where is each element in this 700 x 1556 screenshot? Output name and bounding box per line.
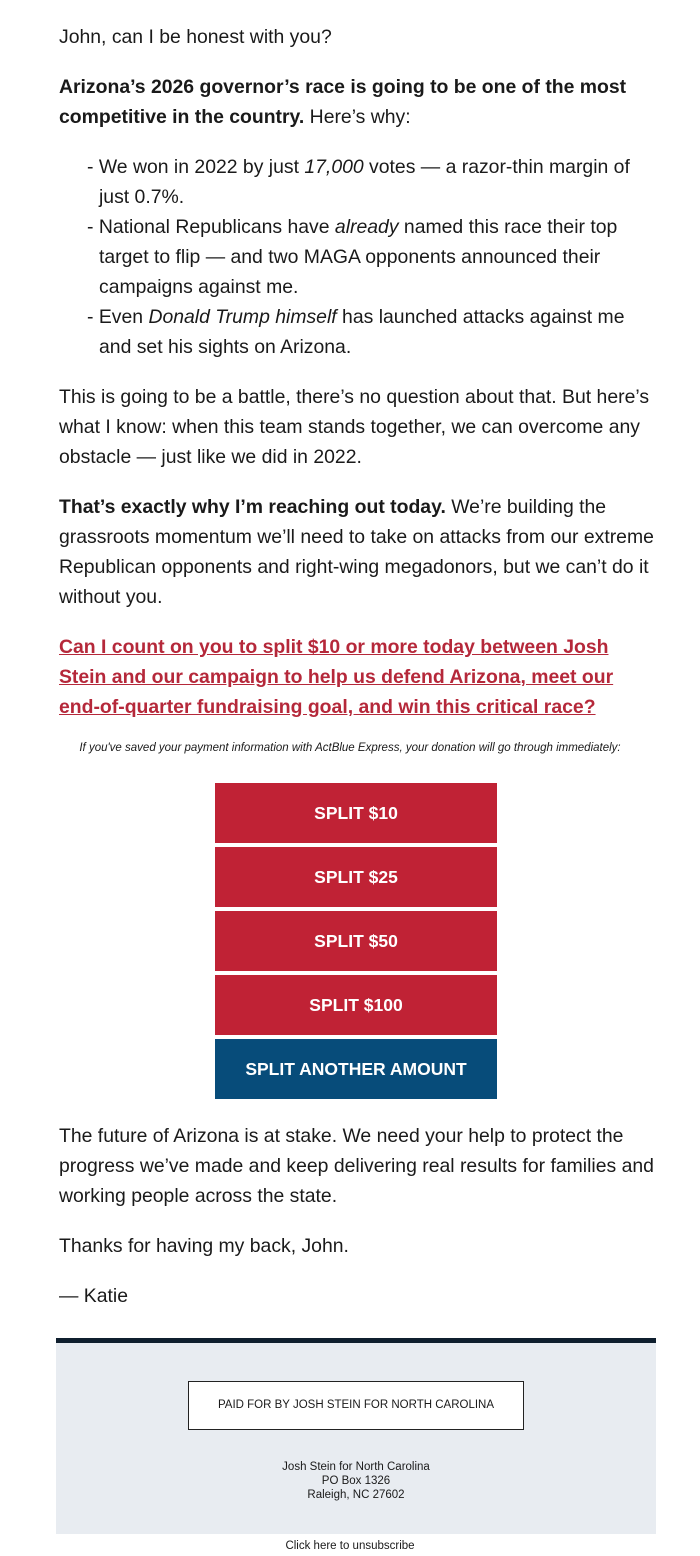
email-body: [59, 22, 659, 742]
battle-paragraph: This is going to be a battle, there’s no question about that. But here’s what I know: when this team stands together, we can overcome any obstacle — just like we did in 2022.: [59, 386, 650, 468]
split-10-button[interactable]: SPLIT $10: [215, 783, 497, 843]
reaching-paragraph: [59, 492, 659, 612]
mailing-address: [56, 1460, 656, 1502]
reasons-list: [59, 152, 659, 362]
reason-item: [87, 152, 659, 212]
split-100-button[interactable]: SPLIT $100: [215, 975, 497, 1035]
reason-text: - Even: [87, 306, 149, 328]
reason-text: - We won in 2022 by just: [87, 156, 305, 178]
donate-cta-link[interactable]: Can I count on you to split $10 or more today between Josh Stein and our campaign to help us defend Arizona, meet our end-of-quarter fundraising goal, and win this critical race?: [59, 636, 614, 718]
actblue-express-note: If you've saved your payment information with ActBlue Express, your donation will go through immediately:: [79, 742, 621, 754]
unsubscribe-link[interactable]: Click here to unsubscribe: [285, 1540, 415, 1552]
reason-emphasis: Donald Trump himself: [148, 306, 337, 328]
reason-emphasis: 17,000: [304, 156, 364, 178]
split-25-button[interactable]: SPLIT $25: [215, 847, 497, 907]
reason-text: - National Republicans have: [87, 216, 335, 238]
city-state-zip: Raleigh, NC 27602: [307, 1489, 405, 1501]
future-paragraph: The future of Arizona is at stake. We need your help to protect the progress we’ve made and keep delivering real results for families and working people across the state.: [59, 1125, 654, 1207]
closing-section: [59, 1121, 659, 1331]
reason-text: votes — a razor-thin margin of just 0.7%.: [99, 156, 630, 208]
signoff: — Katie: [59, 1285, 128, 1307]
donation-buttons: [215, 783, 497, 1103]
org-name: Josh Stein for North Carolina: [282, 1461, 430, 1473]
reason-text: has launched attacks against me and set his sights on Arizona.: [99, 306, 625, 358]
reason-item: [87, 212, 659, 302]
reason-emphasis: already: [334, 216, 399, 238]
reaching-rest: We’re building the grassroots momentum we’ll need to take on attacks from our extreme Republican opponents and right-wing megadonors, but we can’t do it without you.: [59, 496, 654, 608]
reaching-bold: That’s exactly why I’m reaching out today.: [59, 496, 446, 518]
split-50-button[interactable]: SPLIT $50: [215, 911, 497, 971]
reason-item: [87, 302, 659, 362]
thanks-line: Thanks for having my back, John.: [59, 1235, 349, 1257]
split-another-amount-button[interactable]: SPLIT ANOTHER AMOUNT: [215, 1039, 497, 1099]
intro-paragraph: [59, 72, 659, 132]
greeting: John, can I be honest with you?: [59, 26, 332, 48]
po-box: PO Box 1326: [321, 1475, 391, 1487]
paid-for-disclaimer: PAID FOR BY JOSH STEIN FOR NORTH CAROLINA: [188, 1381, 524, 1430]
footer: [56, 1338, 656, 1534]
reason-text: named this race their top target to flip — and two MAGA opponents announced their campaigns against me.: [99, 216, 618, 298]
intro-rest: Here’s why:: [304, 106, 411, 128]
intro-bold: Arizona’s 2026 governor’s race is going to be one of the most competitive in the country.: [59, 76, 627, 128]
